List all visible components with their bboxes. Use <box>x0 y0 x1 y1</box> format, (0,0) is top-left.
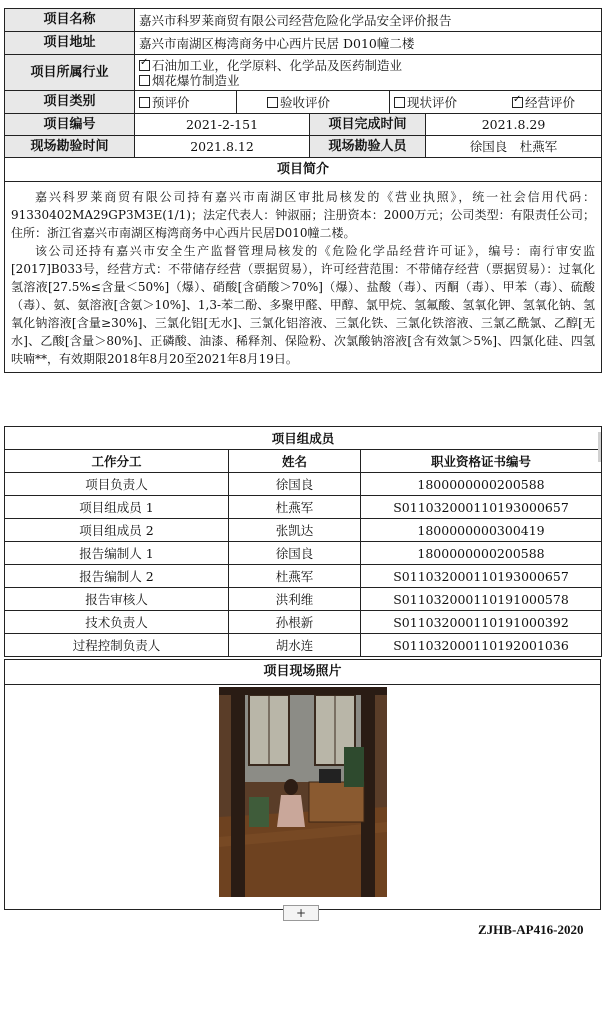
checkbox-empty-icon <box>267 97 278 108</box>
member-cert: 1800000000200588 <box>361 542 602 565</box>
member-name: 胡水连 <box>229 634 361 657</box>
project-category-label: 项目类别 <box>5 91 135 114</box>
member-name: 杜燕军 <box>229 496 361 519</box>
survey-people-label: 现场勘验人员 <box>310 136 426 158</box>
member-name: 杜燕军 <box>229 565 361 588</box>
category-option-label: 验收评价 <box>280 94 331 110</box>
member-cert: 1800000000200588 <box>361 473 602 496</box>
industry-option[interactable] <box>139 73 597 88</box>
table-row <box>5 473 602 496</box>
member-name: 洪利维 <box>229 588 361 611</box>
project-address-label: 项目地址 <box>5 32 135 55</box>
member-cert: S011032000110192001036 <box>361 634 602 657</box>
member-role: 项目负责人 <box>5 473 229 496</box>
members-table <box>4 426 602 657</box>
checkbox-empty-icon <box>139 97 150 108</box>
member-role: 项目组成员 2 <box>5 519 229 542</box>
column-header-name: 姓名 <box>229 450 361 473</box>
member-name: 徐国良 <box>229 473 361 496</box>
table-row <box>5 519 602 542</box>
table-row <box>5 565 602 588</box>
member-role: 过程控制负责人 <box>5 634 229 657</box>
intro-body <box>5 182 602 373</box>
category-option-status-row <box>390 91 602 114</box>
member-cert: 1800000000300419 <box>361 519 602 542</box>
member-role: 项目组成员 1 <box>5 496 229 519</box>
table-row <box>5 611 602 634</box>
column-header-cert: 职业资格证书编号 <box>361 450 602 473</box>
column-header-role: 工作分工 <box>5 450 229 473</box>
photo-cell <box>5 685 601 910</box>
member-role: 技术负责人 <box>5 611 229 634</box>
survey-people-value: 徐国良 杜燕军 <box>426 136 602 158</box>
members-section-title: 项目组成员 <box>5 427 602 450</box>
survey-time-label: 现场勘验时间 <box>5 136 135 158</box>
project-number-value: 2021-2-151 <box>135 114 310 136</box>
category-option-operation[interactable] <box>506 95 575 110</box>
table-row <box>5 542 602 565</box>
checkbox-checked-icon <box>139 60 150 71</box>
member-role: 报告编制人 1 <box>5 542 229 565</box>
member-cert: S011032000110193000657 <box>361 565 602 588</box>
site-photo <box>219 687 387 897</box>
scrollbar-handle[interactable] <box>598 432 601 462</box>
industry-option-label: 烟花爆竹制造业 <box>152 72 240 88</box>
project-name-value: 嘉兴市科罗莱商贸有限公司经营危险化学品安全评价报告 <box>135 9 602 32</box>
completion-time-value: 2021.8.29 <box>426 114 602 136</box>
checkbox-empty-icon <box>394 97 405 108</box>
member-role: 报告审核人 <box>5 588 229 611</box>
intro-paragraph-2: 该公司还持有嘉兴市安全生产监督管理局核发的《危险化学品经营许可证》，编号：南行审安监[2017]B033号，经营方式：不带储存经营（票据贸易），许可经营范围：不带储存经营（票据贸易）：过氧化氢溶液[27.5%≤含量＜50%]（爆）、硝酸[含硝酸＞70%]（爆）、盐酸（毒）、丙酮（毒）、甲苯（毒）、硫酸（毒）、氨、氨溶液[含氨＞10%]、1,3-苯二酚、多聚甲醛、甲醇、氯甲烷、氢氟酸、氢氧化钾、氢氧化钠、氢氧化钠溶液[含量≥30%]、三氯化铝[无水]、三氯化铝溶液、三氯化铁、三氯化铁溶液、三氯乙酰氯、乙醇[无水]、乙酸[含量＞80%]、正磷酸、油漆、稀释剂、保险粉、次氯酸钠溶液[含有效氯＞5%]、四氯化硅、四氢呋喃**，有效期限2018年8月20至2021年8月19日。 <box>11 244 596 366</box>
document-code: ZJHB-AP416-2020 <box>478 922 584 937</box>
category-option-label: 现状评价 <box>407 94 458 110</box>
checkbox-checked-icon <box>512 97 523 108</box>
photo-section-title: 项目现场照片 <box>5 660 601 685</box>
category-option-label: 预评价 <box>152 94 190 110</box>
member-name: 徐国良 <box>229 542 361 565</box>
member-name: 张凯达 <box>229 519 361 542</box>
site-photo-illustration <box>219 687 387 897</box>
industry-option[interactable] <box>139 58 597 73</box>
survey-time-value: 2021.8.12 <box>135 136 310 158</box>
table-row <box>5 496 602 519</box>
project-name-label: 项目名称 <box>5 9 135 32</box>
project-number-label: 项目编号 <box>5 114 135 136</box>
member-cert: S011032000110191000578 <box>361 588 602 611</box>
intro-section-title: 项目简介 <box>5 158 602 182</box>
checkbox-empty-icon <box>139 75 150 86</box>
project-info-table <box>4 8 602 373</box>
member-cert: S011032000110193000657 <box>361 496 602 519</box>
table-row <box>5 634 602 657</box>
project-industry-options <box>135 55 602 91</box>
member-role: 报告编制人 2 <box>5 565 229 588</box>
industry-option-label: 石油加工业，化学原料、化学品及医药制造业 <box>152 57 403 73</box>
photo-section <box>4 659 601 910</box>
member-name: 孙根新 <box>229 611 361 634</box>
category-option-pre[interactable] <box>135 91 237 114</box>
project-industry-label: 项目所属行业 <box>5 55 135 91</box>
completion-time-label: 项目完成时间 <box>310 114 426 136</box>
member-cert: S011032000110191000392 <box>361 611 602 634</box>
category-option-status[interactable] <box>390 95 506 110</box>
category-option-acceptance[interactable] <box>237 91 390 114</box>
table-row <box>5 588 602 611</box>
category-option-label: 经营评价 <box>525 94 576 110</box>
expand-button[interactable]: + <box>283 905 319 921</box>
project-address-value: 嘉兴市南湖区梅湾商务中心西片民居 D010幢二楼 <box>135 32 602 55</box>
intro-paragraph-1: 嘉兴科罗莱商贸有限公司持有嘉兴市南湖区审批局核发的《营业执照》，统一社会信用代码：91330402MA29GP3M3E(1/1)；法定代表人：钟淑丽；注册资本：2000万元；公司类型：有限责任公司；住所：浙江省嘉兴市南湖区梅湾商务中心西片民居D010幢二楼。 <box>11 190 596 240</box>
